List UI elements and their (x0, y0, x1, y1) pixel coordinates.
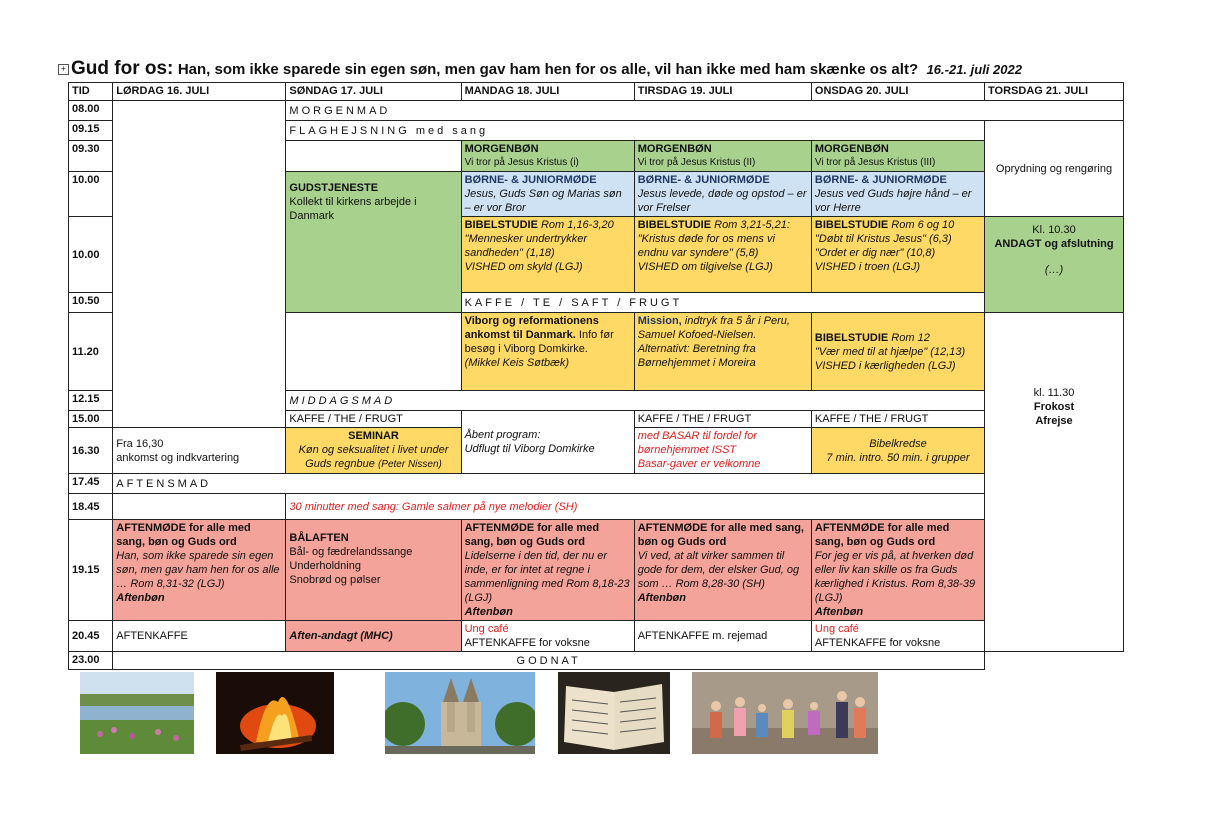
time-cell: 18.45 (69, 494, 113, 520)
sun-seminar: SEMINAR Køn og seksualitet i livet under Guds regnbue (Peter Nissen) (286, 428, 461, 474)
sun-empty-cell (286, 141, 461, 172)
time-cell: 12.15 (69, 391, 113, 411)
sat-empty-cell (113, 494, 286, 520)
children-dancing-photo (692, 672, 878, 754)
sun-gudstjeneste: GUDSTJENESTE Kollekt til kirkens arbejde i Danmark (286, 172, 461, 313)
table-row (69, 520, 1124, 621)
sun-andagt: Aften-andagt (MHC) (286, 621, 461, 652)
tue-kaffe: KAFFE / THE / FRUGT (634, 411, 811, 428)
sat-empty-cell (113, 101, 286, 428)
header-sun: SØNDAG 17. JULI (286, 83, 461, 101)
title-dates: 16.-21. juli 2022 (926, 62, 1022, 77)
sat-arrival: Fra 16,30 ankomst og indkvartering (113, 428, 286, 474)
wed-aftenmode: AFTENMØDE for alle med sang, bøn og Guds ord For jeg er vis på, at hverken død eller liv kan skille os fra Guds kærlighed i Kristus. Rom 8,38-39 (LGJ) Aftenbøn (811, 520, 984, 621)
thu-oprydning: Oprydning og rengøring (985, 121, 1124, 217)
table-anchor-icon[interactable]: + (58, 64, 69, 75)
lake-photo (80, 672, 194, 754)
flag-cell: FLAGHEJSNING med sang (286, 121, 985, 141)
mon-viborg: Viborg og reformationens ankomst til Danmark. Info før besøg i Viborg Domkirke. (Mikkel Keis Søtbæk) (461, 313, 634, 391)
tue-bibel: BIBELSTUDIE Rom 3,21-5,21: "Kristus døde for os mens vi endnu var syndere" (5,8) VISHED om tilgivelse (LGJ) (634, 217, 811, 293)
wed-junior: BØRNE- & JUNIORMØDE Jesus ved Guds højre hånd – er vor Herre (811, 172, 984, 217)
wed-bibel2: BIBELSTUDIE Rom 12 "Vær med til at hjælpe" (12,13) VISHED i kærligheden (LGJ) (811, 313, 984, 391)
wed-bibelkredse: Bibelkredse 7 min. intro. 50 min. i grupper (811, 428, 984, 474)
header-sat: LØRDAG 16. JULI (113, 83, 286, 101)
table-row (69, 101, 1124, 121)
mon-open-program: Åbent program: Udflugt til Viborg Domkirke (461, 411, 634, 474)
aften-cell: AFTENSMAD (113, 474, 985, 494)
tue-morgenbon: MORGENBØN Vi tror på Jesus Kristus (II) (634, 141, 811, 172)
title-subtitle: Han, som ikke sparede sin egen søn, men gav ham hen for os alle, vil han ikke med ham skænke os alt? (177, 61, 919, 78)
morgenmad-cell: MORGENMAD (286, 101, 1124, 121)
godnat-cell: GODNAT (113, 652, 985, 670)
tue-aftenmode: AFTENMØDE for alle med sang, bøn og Guds ord Vi ved, at alt virker sammen til gode for dem, der elsker Gud, og som … Rom 8,28-30 (SH) Aftenbøn (634, 520, 811, 621)
time-cell: 11.20 (69, 313, 113, 391)
mon-ung-kaffe: Ung café AFTENKAFFE for voksne (461, 621, 634, 652)
bonfire-photo (216, 672, 334, 754)
table-row (69, 652, 1124, 670)
hymnbook-photo (558, 672, 670, 754)
header-thu: TORSDAG 21. JULI (985, 83, 1124, 101)
time-cell: 15.00 (69, 411, 113, 428)
wed-ung-kaffe: Ung café AFTENKAFFE for voksne (811, 621, 984, 652)
wed-kaffe: KAFFE / THE / FRUGT (811, 411, 984, 428)
table-row (69, 474, 1124, 494)
time-cell: 20.45 (69, 621, 113, 652)
tue-mission: Mission, indtryk fra 5 år i Peru, Samuel Kofoed-Nielsen. Alternativt: Beretning fra Børnehjemmet i Moreira (634, 313, 811, 391)
time-cell: 09.30 (69, 141, 113, 172)
time-cell: 23.00 (69, 652, 113, 670)
thu-frokost: kl. 11.30 Frokost Afrejse (985, 313, 1124, 652)
thu-andagt: Kl. 10.30 ANDAGT og afslutning (…) (985, 217, 1124, 313)
sun-balaften: BÅLAFTEN Bål- og fædrelandssange Underholdning Snobrød og pølser (286, 520, 461, 621)
middag-cell: MIDDAGSMAD (286, 391, 985, 411)
sang-cell: 30 minutter med sang: Gamle salmer på nye melodier (SH) (286, 494, 985, 520)
page-title: + Gud for os: Han, som ikke sparede sin egen søn, men gav ham hen for os alle, vil han ikke med ham skænke os alt? 16.-21. juli 2022 (58, 58, 1022, 80)
time-cell: 10.50 (69, 293, 113, 313)
sat-aftenmode: AFTENMØDE for alle med sang, bøn og Guds ord Han, som ikke sparede sin egen søn, men gav ham hen for os alle … Rom 8,31-32 (LGJ) Aftenbøn (113, 520, 286, 621)
time-cell: 17.45 (69, 474, 113, 494)
time-cell: 10.00 (69, 217, 113, 293)
tue-basar: med BASAR til fordel for børnehjemmet ISST Basar-gaver er velkomne (634, 428, 811, 474)
header-wed: ONSDAG 20. JULI (811, 83, 984, 101)
sat-kaffe: AFTENKAFFE (113, 621, 286, 652)
mon-bibel: BIBELSTUDIE Rom 1,16-3,20 "Mennesker undertrykker sandheden" (1,18) VISHED om skyld (LGJ) (461, 217, 634, 293)
wed-morgenbon: MORGENBØN Vi tror på Jesus Kristus (III) (811, 141, 984, 172)
mon-aftenmode: AFTENMØDE for alle med sang, bøn og Guds ord Lidelserne i den tid, der nu er inde, er for intet at regne i sammenligning med Rom 8,18-23 (LGJ) Aftenbøn (461, 520, 634, 621)
mon-morgenbon: MORGENBØN Vi tror på Jesus Kristus (i) (461, 141, 634, 172)
cathedral-photo (385, 672, 535, 754)
time-cell: 16.30 (69, 428, 113, 474)
table-row (69, 621, 1124, 652)
header-mon: MANDAG 18. JULI (461, 83, 634, 101)
kaffe-bar-cell: KAFFE / TE / SAFT / FRUGT (461, 293, 984, 313)
time-cell: 19.15 (69, 520, 113, 621)
header-row (69, 83, 1124, 101)
wed-bibel: BIBELSTUDIE Rom 6 og 10 "Døbt til Kristus Jesus" (6,3) "Ordet er dig nær" (10,8) VISHED i troen (LGJ) (811, 217, 984, 293)
table-row (69, 494, 1124, 520)
sun-kaffe: KAFFE / THE / FRUGT (286, 411, 461, 428)
tue-kaffe-eve: AFTENKAFFE m. rejemad (634, 621, 811, 652)
time-cell: 10.00 (69, 172, 113, 217)
header-tue: TIRSDAG 19. JULI (634, 83, 811, 101)
tue-junior: BØRNE- & JUNIORMØDE Jesus levede, døde og opstod – er vor Frelser (634, 172, 811, 217)
schedule-table (68, 82, 1124, 670)
sun-empty-cell (286, 313, 461, 391)
time-cell: 08.00 (69, 101, 113, 121)
mon-junior: BØRNE- & JUNIORMØDE Jesus, Guds Søn og Marias søn – er vor Bror (461, 172, 634, 217)
header-tid: TID (69, 83, 113, 101)
time-cell: 09.15 (69, 121, 113, 141)
